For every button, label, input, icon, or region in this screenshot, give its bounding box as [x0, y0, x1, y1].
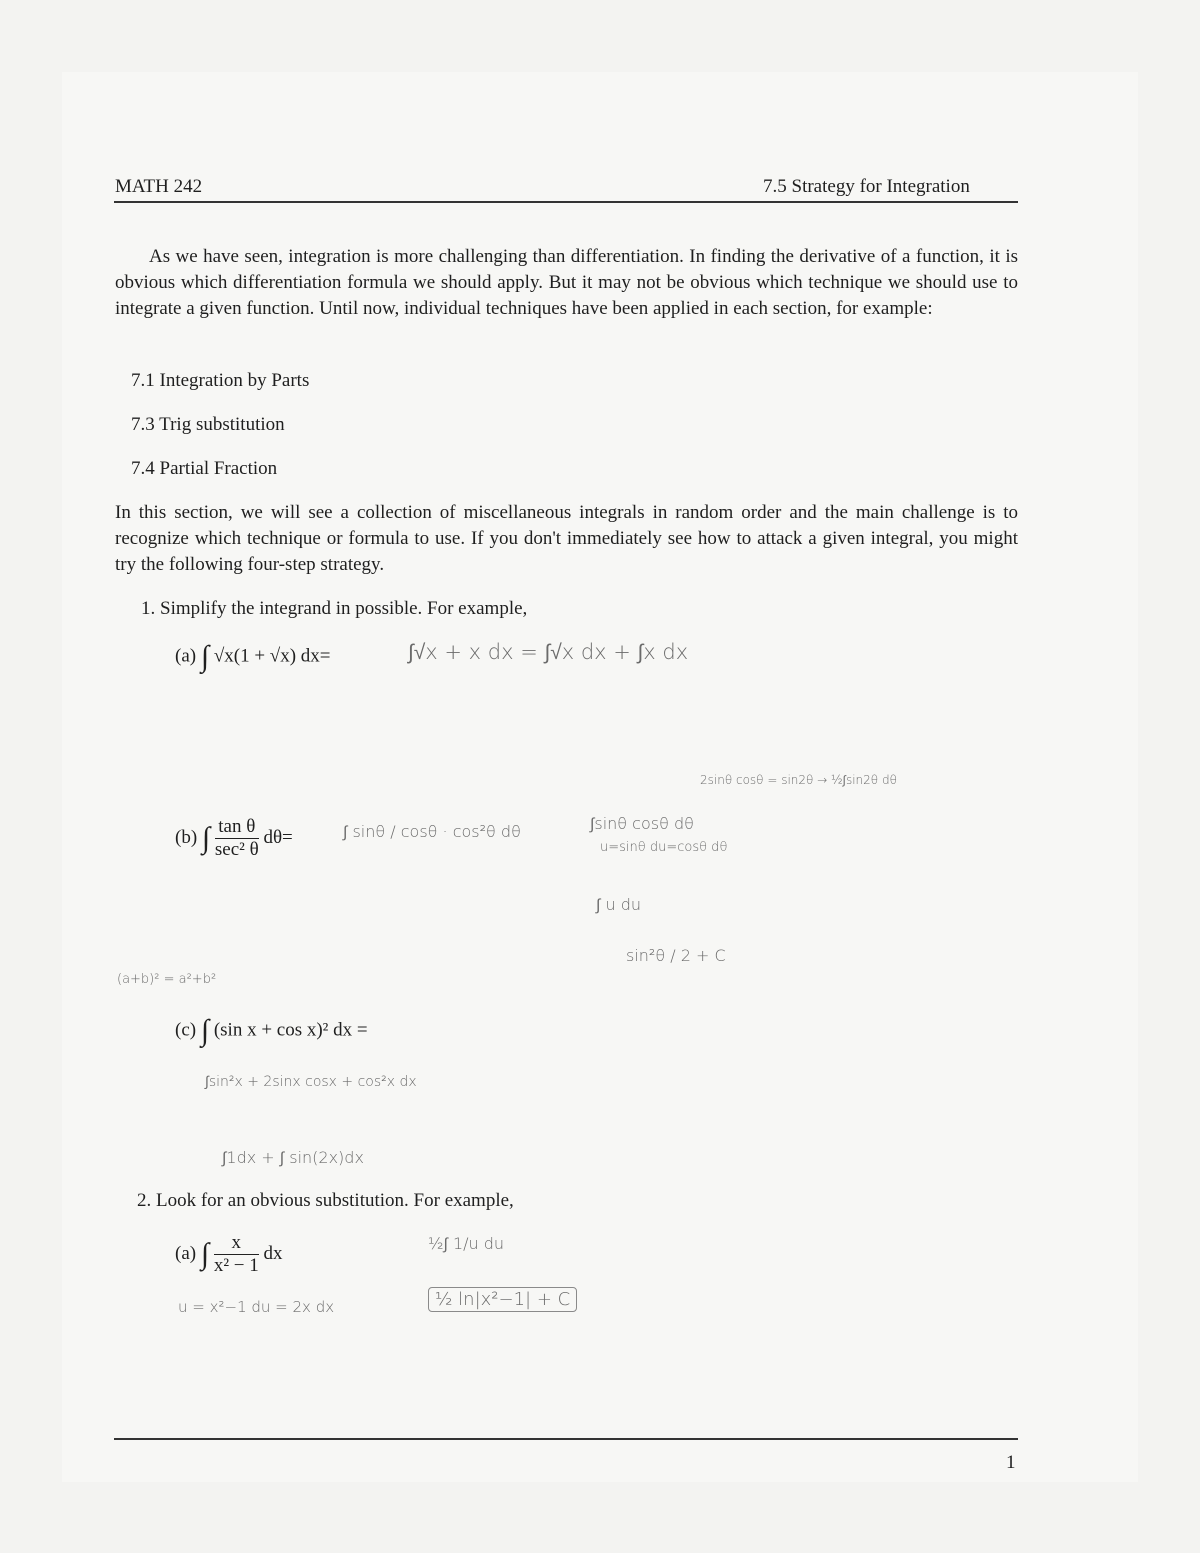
- example-2a: [175, 1232, 282, 1277]
- handwritten-1b-result: sin²θ / 2 + C: [626, 946, 726, 965]
- integrand-tail: dθ=: [263, 826, 293, 848]
- footer-rule: [114, 1438, 1018, 1440]
- example-tag: (a): [175, 645, 197, 667]
- example-tag: (b): [175, 826, 198, 848]
- intro-paragraph: As we have seen, integration is more challenging than differentiation. In finding the derivative of a function, it is obvious which differentiation formula we should apply. But it may not be obvious which technique we should use to integrate a given function. Until now, individual techniques have been applied in each section, for example:: [115, 246, 1018, 319]
- integral-sign: ∫: [200, 1014, 210, 1047]
- handwritten-1b-step1: ∫ sinθ / cosθ · cos²θ dθ: [343, 822, 521, 841]
- denominator: sec² θ: [214, 839, 259, 860]
- integrand-tail: dx: [263, 1242, 283, 1264]
- step-2-label: 2. Look for an obvious substitution. For example,: [137, 1190, 514, 1211]
- handwritten-1b-step3: ∫ u du: [596, 895, 641, 914]
- header-rule: [114, 201, 1018, 203]
- handwritten-2a-result: ½ ln|x²−1| + C: [428, 1287, 577, 1312]
- fraction: [214, 1232, 259, 1277]
- example-tag: (a): [175, 1242, 197, 1264]
- handwritten-1c-step2: ∫1dx + ∫ sin(2x)dx: [222, 1148, 364, 1167]
- handwritten-2a-step1: ½∫ 1/u du: [428, 1234, 505, 1253]
- handwritten-2a-sub: u = x²−1 du = 2x dx: [178, 1298, 335, 1316]
- handwritten-margin-note: (a+b)² = a²+b²: [117, 972, 217, 987]
- example-1a: [175, 640, 331, 674]
- technique-item: 7.1 Integration by Parts: [131, 370, 310, 391]
- handwritten-1c-step1: ∫sin²x + 2sinx cosx + cos²x dx: [205, 1074, 417, 1090]
- example-1b: [175, 816, 293, 861]
- handwritten-1b-note: 2sinθ cosθ = sin2θ → ½∫sin2θ dθ: [700, 773, 897, 787]
- numerator: x: [214, 1232, 259, 1255]
- example-1c: [175, 1014, 368, 1048]
- numerator: tan θ: [215, 816, 259, 839]
- technique-item: 7.3 Trig substitution: [131, 414, 285, 435]
- handwritten-1b-sub: u=sinθ du=cosθ dθ: [600, 840, 728, 855]
- integrand: √x(1 + √x) dx=: [213, 645, 331, 667]
- handwritten-1b-step2: ∫sinθ cosθ dθ: [590, 814, 694, 833]
- example-tag: (c): [175, 1019, 197, 1041]
- handwritten-1a: ∫√x + x dx = ∫√x dx + ∫x dx: [408, 640, 689, 664]
- section-title: 7.5 Strategy for Integration: [763, 176, 970, 197]
- technique-item: 7.4 Partial Fraction: [131, 458, 278, 479]
- denominator: x² − 1: [213, 1255, 259, 1276]
- section-paragraph: In this section, we will see a collection of miscellaneous integrals in random order and the main challenge is to recognize which technique or formula to use. If you don't immediately see how to attack a given integral, you might try the following four-step strategy.: [115, 502, 1018, 575]
- integral-sign: ∫: [200, 1237, 210, 1271]
- integral-sign: ∫: [200, 640, 210, 673]
- page-number: 1: [1006, 1452, 1016, 1473]
- step-1-label: 1. Simplify the integrand in possible. For example,: [141, 598, 528, 619]
- integrand: (sin x + cos x)² dx =: [213, 1019, 368, 1041]
- fraction: [215, 816, 259, 861]
- course-label: MATH 242: [115, 176, 203, 197]
- integral-sign: ∫: [201, 821, 211, 855]
